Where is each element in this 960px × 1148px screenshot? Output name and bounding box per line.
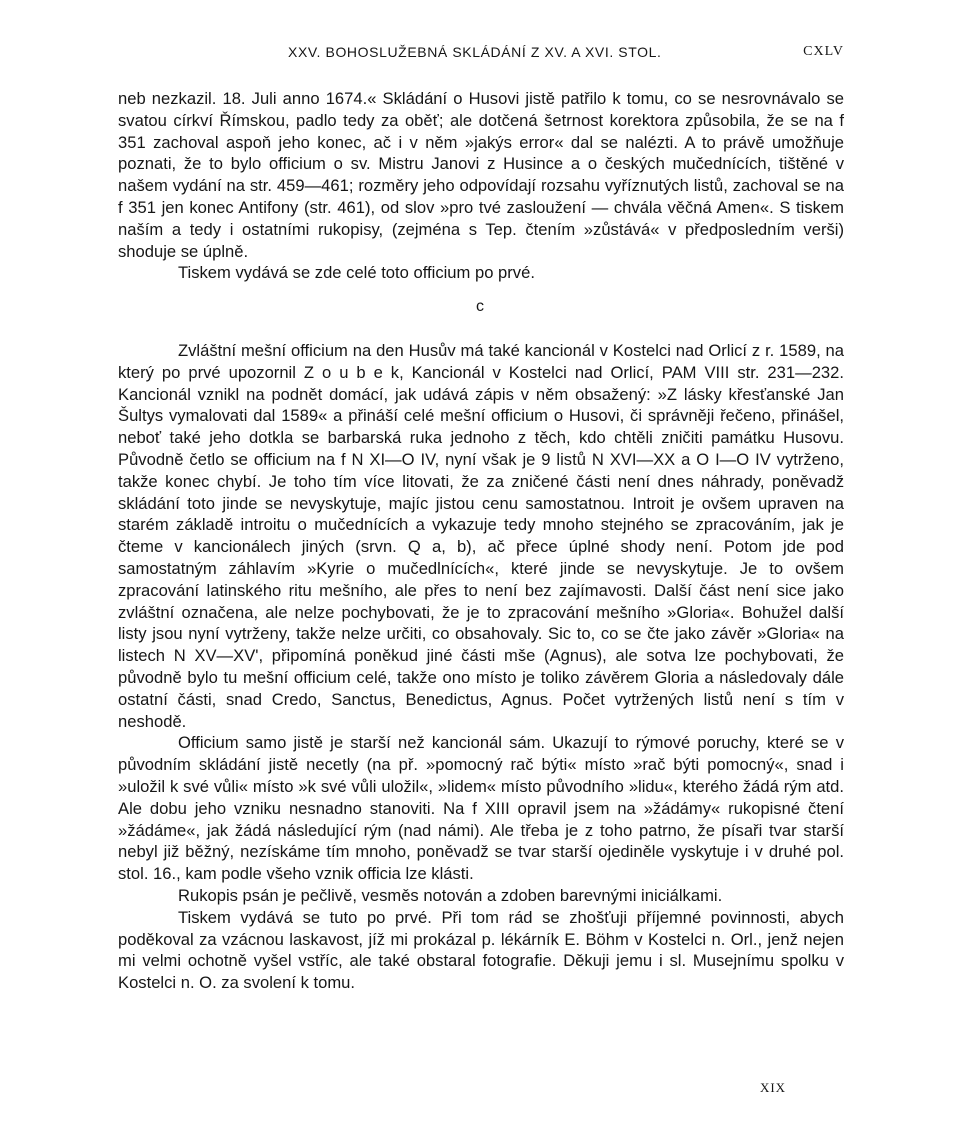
paragraph: Officium samo jistě je starší než kancionál sám. Ukazují to rýmové poruchy, které se v původním skládání jistě necetly (na př. »pomocný rač býti« místo »rač býti pomocný«, snad i »uložil k své vůli« místo »k své vůli uložil«, »lidem« místo původního »lidu«, kterého žádá rým atd. Ale dobu jeho vzniku nesnadno stanoviti. Na f XIII opravil jsem na »žádámy« rukopisné čtení »žádáme«, jak žádá následující rým (nad námi). Ale třeba je z toho patrno, že písaři tvar starší nebyl již běžný, nezískáme tím mnoho, poněvadž se tvar starší ojediněle vyskytuje i v druhé pol. stol. 16., kam podle všeho vznik officia lze klásti. — [118, 733, 844, 884]
paragraph: Zvláštní mešní officium na den Husův má také kancionál v Kostelci nad Orlicí z r. 1589, na který po prvé upozornil Z o u b e k, Kancionál v Kostelci nad Orlicí, PAM VIII str. 231—232. Kancionál vznikl na podnět domácí, jak udává zápis v něm obsažený: »Z lásky křesťanské Jan Šultys vymalovati dal 1589« a přináší celé mešní officium o Husovi, či správněji řečeno, přinášel, neboť také jeho dotkla se barbarská ruka jednoho z těch, kdo chtěli zničiti památku Husovu. Původně četlo se officium na f N XI—O IV, nyní však je 9 listů N XVI—XX a O I—O IV vytrženo, takže konec chybí. Je toho tím více litovati, že za zničené části není dnes náhrady, poněvadž skládání toto jinde se nevyskytuje, majíc jistou cenu samostatnou. Introit je ovšem upraven na starém základě introitu o mučednících a vykazuje tedy mnoho stejného se zpracováním, jak je čteme v kancionálech jiných (srvn. Q a, b), ač přece úplné shody není. Potom jde pod samostatným záhlavím »Kyrie o mučedlnících«, které jinde se nevyskytuje. Je to ovšem zpracování latinského ritu mešního, ale přes to není bez zajímavosti. Další část není sice jako zvláštní označena, ale nelze pochybovati, že je to zpracování mešního »Gloria«. Bohužel další listy jsou nyní vytrženy, takže nelze určiti, co obsahovaly. Sic to, co se čte jako závěr »Gloria« na listech N XV—XV', připomíná poněkud jiné části mše (Agnus), ale sotva lze pochybovati, že původně bylo tu mešní officium celé, takže ono místo je toliko závěrem Gloria a následovaly dále ostatní části, snad Credo, Sanctus, Benedictus, Agnus. Počet vytržených listů není s tím v neshodě. — [118, 341, 844, 731]
signature-mark: XIX — [759, 1080, 787, 1095]
section-letter: c — [476, 298, 484, 315]
running-title: XXV. BOHOSLUŽEBNÁ SKLÁDÁNÍ Z XV. A XVI. STOL. — [288, 44, 662, 60]
page-header — [118, 44, 844, 66]
paragraph: neb nezkazil. 18. Juli anno 1674.« Skládání o Husovi jistě patřilo k tomu, co se nesrovnávalo se svatou církví Římskou, padlo tedy za oběť; ale dotčená šetrnost korektora způsobila, že se na f 351 zachoval aspoň jeho konec, ač i v něm »jakýs error« dal se nalézti. A to právě umožňuje poznati, že to bylo officium o sv. Mistru Janovi z Husince a o českých mučednících, tištěné v našem vydání na str. 459—461; rozměry jeho odpovídají rozsahu vyříznutých listů, zachoval se na f 351 jen konec Antifony (str. 461), od slov »pro tvé zasloužení — chvála věčná Amen«. S tiskem naším a tedy i ostatními rukopisy, (zejména s Tep. čtením »zůstává« v předposledním verši) shoduje se úplně. — [118, 89, 844, 261]
paragraph: Rukopis psán je pečlivě, vesměs notován a zdoben barevnými iniciálkami. — [178, 885, 723, 905]
paragraph: Tiskem vydává se tuto po prvé. Při tom rád se zhošťuji příjemné povinnosti, abych poděkoval za vzácnou laskavost, jíž mi prokázal p. lékárník E. Böhm v Kostelci n. Orl., jenž nejen mi velmi ochotně vyšel vstříc, ale také obstaral fotografie. Děkuji jemu i sl. Musejnímu spolku v Kostelci n. O. za svolení k tomu. — [118, 907, 844, 993]
text-block-top — [118, 88, 844, 284]
text-block-bottom — [118, 340, 844, 994]
page-number: CXLV — [803, 44, 844, 59]
paragraph: Tiskem vydává se zde celé toto officium po prvé. — [178, 263, 535, 283]
